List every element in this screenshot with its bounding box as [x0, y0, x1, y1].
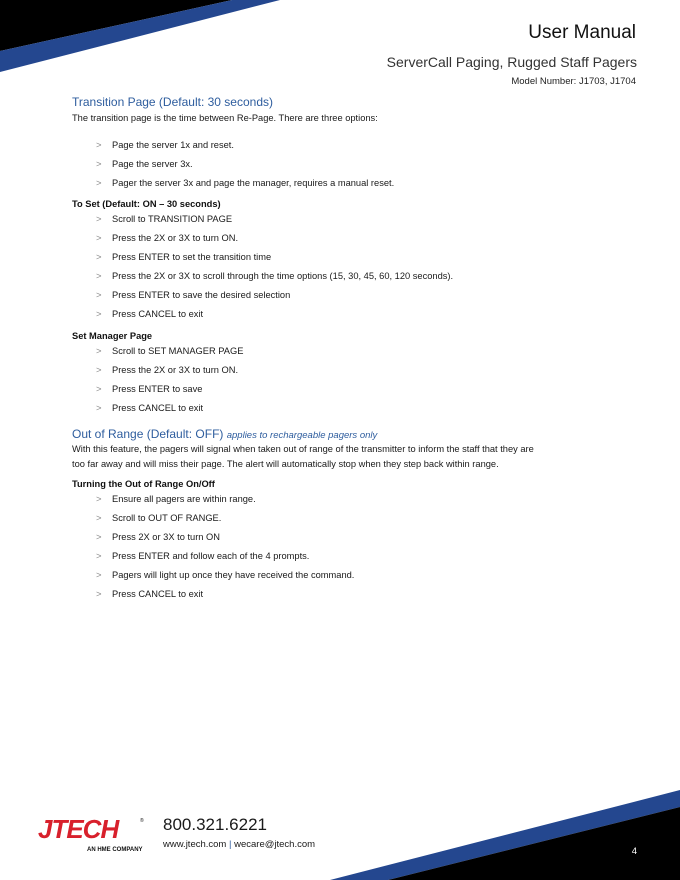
chevron-right-icon: > — [96, 290, 102, 301]
list-item: > Press the 2X or 3X to turn ON. — [96, 229, 612, 248]
list-item: > Press ENTER and follow each of the 4 prompts. — [96, 547, 612, 566]
document-subtitle: ServerCall Paging, Rugged Staff Pagers — [386, 54, 637, 70]
contact-phone: 800.321.6221 — [163, 815, 267, 834]
manager-steps-list — [72, 342, 612, 418]
list-item: > Page the server 1x and reset. — [96, 136, 612, 155]
list-item: > Press CANCEL to exit — [96, 305, 612, 324]
transition-page-heading: Transition Page (Default: 30 seconds) — [72, 95, 273, 109]
chevron-right-icon: > — [96, 570, 102, 581]
chevron-right-icon: > — [96, 384, 102, 395]
transition-options-list — [72, 136, 612, 193]
list-item: > Press ENTER to save — [96, 380, 612, 399]
list-item: > Pager the server 3x and page the manager, requires a manual reset. — [96, 174, 612, 193]
list-item: > Press CANCEL to exit — [96, 399, 612, 418]
contact-separator: | — [229, 839, 232, 850]
turning-out-of-range-heading: Turning the Out of Range On/Off — [72, 479, 215, 489]
logo-tagline: AN HME COMPANY — [87, 847, 143, 853]
out-of-range-note: applies to rechargeable pagers only — [226, 430, 378, 441]
list-item: > Press ENTER to set the transition time — [96, 248, 612, 267]
chevron-right-icon: > — [96, 178, 102, 189]
out-of-range-description: With this feature, the pagers will signal when taken out of range of the transmitter to inform the staff that they are too far away and will miss their page. The alert will automatically stop when they step back within range. — [72, 444, 534, 469]
chevron-right-icon: > — [96, 532, 102, 543]
document-title: User Manual — [528, 22, 636, 43]
out-of-range-steps-list — [72, 490, 612, 604]
chevron-right-icon: > — [96, 589, 102, 600]
website-link[interactable]: www.jtech.com — [163, 839, 227, 850]
list-item: > Page the server 3x. — [96, 155, 612, 174]
list-item: > Scroll to OUT OF RANGE. — [96, 509, 612, 528]
chevron-right-icon: > — [96, 513, 102, 524]
chevron-right-icon: > — [96, 252, 102, 263]
model-number: Model Number: J1703, J1704 — [511, 76, 636, 87]
top-corner-decoration — [0, 0, 280, 75]
chevron-right-icon: > — [96, 403, 102, 414]
transition-intro: The transition page is the time between Re-Page. There are three options: — [72, 113, 378, 123]
chevron-right-icon: > — [96, 346, 102, 357]
chevron-right-icon: > — [96, 140, 102, 151]
list-item: > Press 2X or 3X to turn ON — [96, 528, 612, 547]
list-item: > Scroll to TRANSITION PAGE — [96, 210, 612, 229]
page-number: 4 — [631, 846, 637, 857]
chevron-right-icon: > — [96, 551, 102, 562]
to-set-steps-list — [72, 210, 612, 324]
jtech-logo — [36, 814, 152, 854]
to-set-heading: To Set (Default: ON – 30 seconds) — [72, 199, 221, 209]
list-item: > Press the 2X or 3X to scroll through the time options (15, 30, 45, 60, 120 seconds). — [96, 267, 612, 286]
logo-wordmark: JTECH — [38, 814, 119, 844]
chevron-right-icon: > — [96, 271, 102, 282]
list-item: > Press the 2X or 3X to turn ON. — [96, 361, 612, 380]
chevron-right-icon: > — [96, 365, 102, 376]
list-item: > Press ENTER to save the desired selection — [96, 286, 612, 305]
set-manager-page-heading: Set Manager Page — [72, 331, 153, 341]
registered-mark: ® — [140, 818, 144, 824]
contact-links — [163, 839, 315, 850]
out-of-range-heading: Out of Range (Default: OFF) applies to rechargeable pagers only — [72, 427, 378, 441]
chevron-right-icon: > — [96, 309, 102, 320]
list-item: > Scroll to SET MANAGER PAGE — [96, 342, 612, 361]
main-content — [72, 95, 612, 604]
chevron-right-icon: > — [96, 233, 102, 244]
chevron-right-icon: > — [96, 214, 102, 225]
list-item: > Ensure all pagers are within range. — [96, 490, 612, 509]
bottom-corner-decoration — [330, 790, 680, 880]
chevron-right-icon: > — [96, 159, 102, 170]
list-item: > Pagers will light up once they have received the command. — [96, 566, 612, 585]
email-link[interactable]: wecare@jtech.com — [234, 839, 316, 850]
list-item: > Press CANCEL to exit — [96, 585, 612, 604]
chevron-right-icon: > — [96, 494, 102, 505]
